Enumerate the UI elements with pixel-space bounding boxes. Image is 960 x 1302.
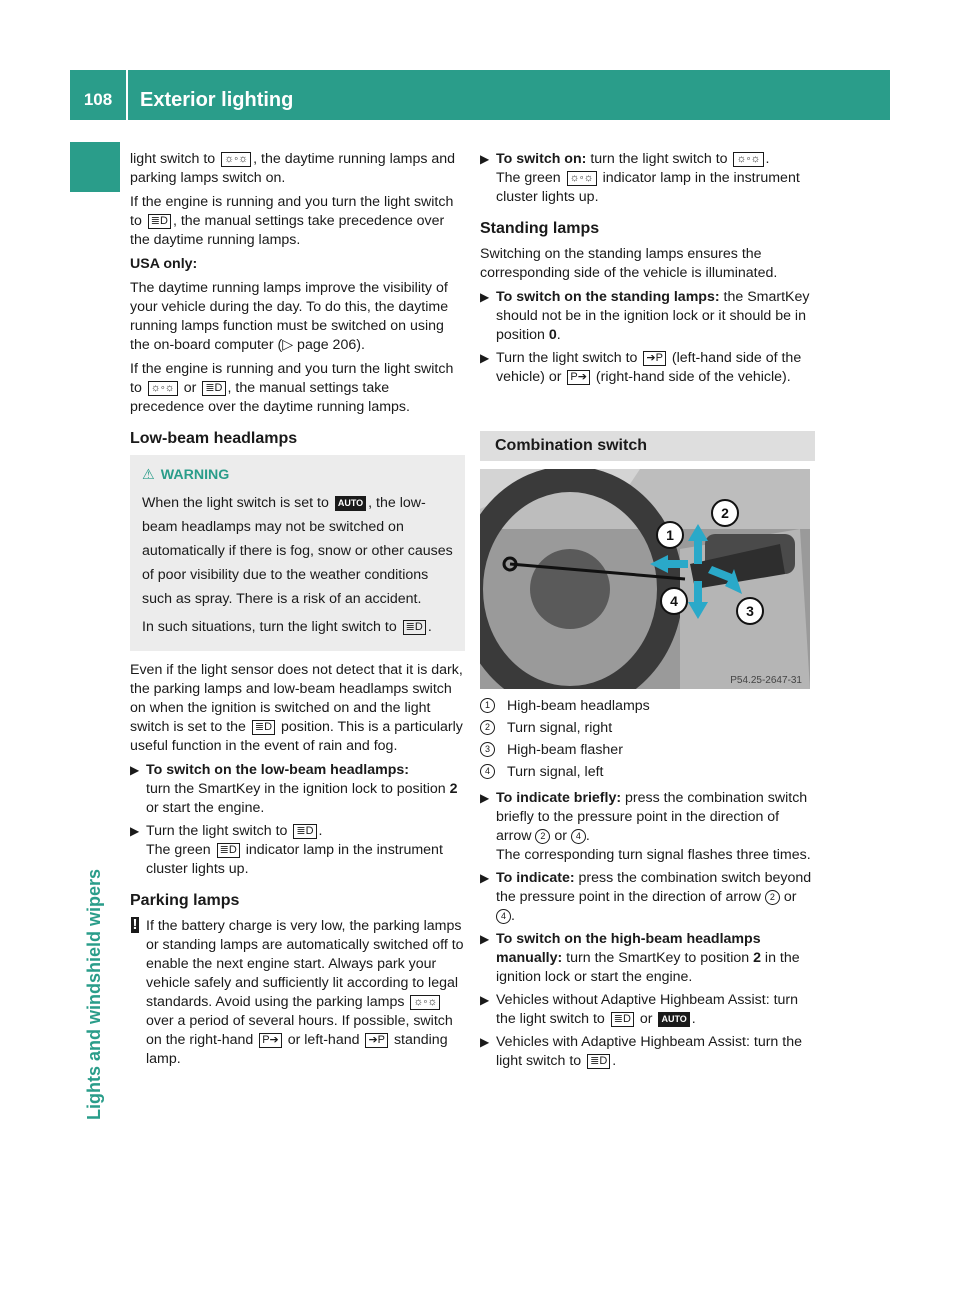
step: ▶ Vehicles without Adaptive Highbeam Assist: turn the light switch to ≣D or AUTO . [480, 992, 799, 1027]
low-beam-icon: ≣D [148, 214, 171, 229]
daytime-running-lamps-icon: ☼◦☼ [221, 152, 251, 167]
right-column [480, 150, 815, 1075]
paragraph: If the engine is running and you turn the light switch to ☼◦☼ or ≣D , the manual settings take precedence over the daytime running lamps. [130, 361, 454, 415]
usa-heading: USA only: [130, 256, 198, 272]
low-beam-heading: Low-beam headlamps [130, 430, 298, 447]
step: ▶ To indicate: press the combination switch beyond the pressure point in the direction of arrow 2 or 4 . [480, 870, 812, 924]
step-arrow-icon: ▶ [130, 824, 140, 838]
step: ▶ Vehicles with Adaptive Highbeam Assist: turn the light switch to ≣D . [480, 1034, 802, 1069]
sidebar-marker [70, 142, 120, 192]
step: ▶ To switch on the standing lamps: the SmartKey should not be in the ignition lock or it should be in position 0. [480, 289, 810, 343]
right-parking-lamp-icon: P➔ [259, 1033, 282, 1048]
low-beam-icon: ≣D [403, 620, 426, 635]
daytime-running-lamps-icon: ☼◦☼ [410, 995, 440, 1010]
step: ▶ To switch on the low-beam headlamps: turn the SmartKey in the ignition lock to position 2 or start the engine. [130, 762, 458, 816]
paragraph: light switch to ☼◦☼ , the daytime running lamps and parking lamps switch on. [130, 151, 456, 186]
step-arrow-icon: ▶ [130, 763, 140, 777]
step: ▶ To switch on the high-beam headlamps manually: turn the SmartKey to position 2 in the ignition lock or start the engine. [480, 931, 800, 985]
auto-icon: AUTO [335, 496, 366, 511]
warning-text: In such situations, turn the light switch to ≣D . [142, 619, 432, 635]
left-column [130, 150, 465, 1069]
step-arrow-icon: ▶ [480, 1035, 490, 1049]
photo-code: P54.25-2647-31 [730, 675, 802, 686]
warning-triangle-icon: ⚠ [142, 467, 155, 483]
left-parking-lamp-icon: ➔P [643, 351, 666, 366]
paragraph: Even if the light sensor does not detect that it is dark, the parking lamps and low-beam headlamps switch on when the ignition is switched on and the light switch is set to the ≣D position. This is a particularly useful function in the event of rain and fog. [130, 662, 463, 754]
legend-item: 4 Turn signal, left [480, 763, 815, 782]
step: ▶ Turn the light switch to ≣D . The green ≣D indicator lamp in the instrument cluster lights up. [130, 823, 443, 877]
photo-callout-1: 1 [666, 527, 674, 543]
parking-heading: Parking lamps [130, 892, 240, 909]
step-arrow-icon: ▶ [480, 932, 490, 946]
step-arrow-icon: ▶ [480, 791, 490, 805]
sidebar-chapter-label: Lights and windshield wipers [84, 868, 104, 1120]
page-number: 108 [70, 70, 128, 120]
photo-callout-3: 3 [746, 603, 754, 619]
warning-text: When the light switch is set to AUTO , the low-beam headlamps may not be switched on automatically if there is fog, snow or other causes of poor visibility due to the weather conditions such as spray. There is a risk of an accident. [142, 495, 453, 607]
legend-item: 3 High-beam flasher [480, 741, 815, 760]
step-arrow-icon: ▶ [480, 152, 490, 166]
low-beam-icon: ≣D [587, 1054, 610, 1069]
step: ▶ Turn the light switch to ➔P (left-hand side of the vehicle) or P➔ (right-hand side of the vehicle). [480, 350, 802, 385]
legend-item: 2 Turn signal, right [480, 719, 815, 738]
left-parking-lamp-icon: ➔P [365, 1033, 388, 1048]
low-beam-icon: ≣D [202, 381, 225, 396]
right-parking-lamp-icon: P➔ [567, 370, 590, 385]
low-beam-icon: ≣D [611, 1012, 634, 1027]
step-arrow-icon: ▶ [480, 290, 490, 304]
low-beam-icon: ≣D [252, 720, 275, 735]
paragraph: If the engine is running and you turn the light switch to ≣D , the manual settings take precedence over the daytime running lamps. [130, 194, 454, 248]
step: ▶ To indicate briefly: press the combination switch briefly to the pressure point in the direction of arrow 2 or 4 . The corresponding turn signal flashes three times. [480, 790, 811, 863]
legend-item: 1 High-beam headlamps [480, 697, 815, 716]
low-beam-icon: ≣D [217, 843, 240, 858]
paragraph: The daytime running lamps improve the visibility of your vehicle during the day. To do this, the daytime running lamps function must be switched on using the on-board computer (▷ page 206). [130, 280, 449, 353]
section-title: Exterior lighting [140, 89, 294, 111]
photo-callout-2: 2 [721, 505, 729, 521]
warning-title: WARNING [160, 467, 230, 483]
step-arrow-icon: ▶ [480, 993, 490, 1007]
combination-switch-photo [480, 469, 810, 689]
combination-switch-heading: Combination switch [480, 431, 815, 461]
paragraph: Switching on the standing lamps ensures the corresponding side of the vehicle is illuminated. [480, 246, 778, 281]
standing-heading: Standing lamps [480, 220, 600, 237]
daytime-running-lamps-icon: ☼◦☼ [733, 152, 763, 167]
exclamation-icon: ! [132, 916, 138, 933]
auto-icon: AUTO [658, 1012, 689, 1027]
warning-box [130, 455, 465, 651]
daytime-running-lamps-icon: ☼◦☼ [148, 381, 178, 396]
note: ! If the battery charge is very low, the parking lamps or standing lamps are automatically switched off to enable the next engine start. Always park your vehicle safely and sufficiently lit according to legal standards. Avoid using the parking lamps ☼◦☼ over a period of several hours. If possible, switch on the right-hand P➔ or left-hand ➔P standing lamp. [132, 916, 464, 1067]
low-beam-icon: ≣D [293, 824, 316, 839]
step-arrow-icon: ▶ [480, 351, 490, 365]
daytime-running-lamps-icon: ☼◦☼ [567, 171, 597, 186]
step-arrow-icon: ▶ [480, 871, 490, 885]
step: ▶ To switch on: turn the light switch to ☼◦☼ . The green ☼◦☼ indicator lamp in the instrument cluster lights up. [480, 151, 800, 205]
photo-callout-4: 4 [670, 593, 678, 609]
